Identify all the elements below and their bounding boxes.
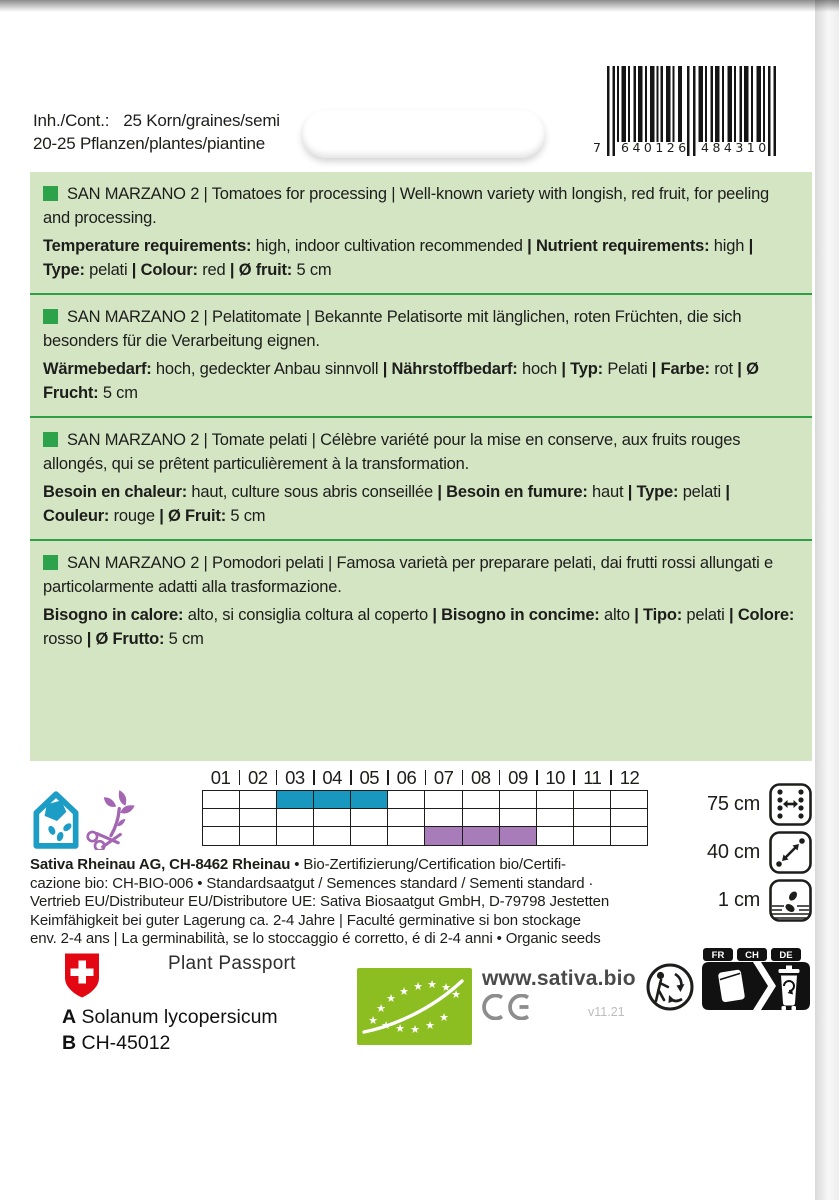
green-square-bullet (43, 432, 58, 447)
calendar-month-cell (537, 791, 574, 809)
calendar-month-cell (574, 827, 611, 845)
calendar-month-label: 06 (388, 767, 425, 790)
calendar-month-cell (611, 827, 648, 845)
svg-text:★: ★ (439, 1011, 449, 1024)
calendar-month-cell (351, 827, 388, 845)
calendar-month-label: 10 (537, 767, 574, 790)
calendar-month-cell (314, 791, 351, 809)
calendar-month-cell (277, 791, 314, 809)
calendar-month-cell (574, 809, 611, 827)
sowing-depth-label: 1 cm (717, 889, 760, 911)
passport-b-label: B (62, 1032, 77, 1054)
calendar-month-cell (425, 809, 462, 827)
calendar-month-cell (611, 809, 648, 827)
calendar-month-cell (500, 791, 537, 809)
calendar-month-cell (463, 791, 500, 809)
passport-code-line (62, 1030, 278, 1056)
cultivation-calendar (202, 767, 648, 846)
calendar-month-cell (240, 809, 277, 827)
row-spacing-label: 75 cm (707, 793, 760, 815)
calendar-month-cell (574, 791, 611, 809)
svg-text:★: ★ (395, 1022, 405, 1035)
row-spacing (655, 783, 812, 826)
company-info-line: env. 2-4 ans | La germinabilità, se lo stoccaggio é corretto, é di 2-4 anni • Organic seeds (30, 930, 601, 948)
green-square-bullet (43, 555, 58, 570)
calendar-month-cell (463, 809, 500, 827)
company-info-line: Sativa Rheinau AG, CH-8462 Rheinau • Bio-Zertifizierung/Certification bio/Certifi- (30, 856, 566, 873)
sowing-depth-icon (769, 879, 812, 922)
contents-label: Inh./Cont.: (33, 111, 110, 130)
svg-text:★: ★ (368, 1014, 378, 1027)
green-square-bullet (43, 186, 58, 201)
section-german (43, 306, 799, 405)
company-info-line: cazione bio: CH-BIO-006 • Standardsaatgut / Semences standard / Sementi standard · (30, 874, 594, 892)
company-info-line: Vertrieb EU/Distributeur EU/Distributore UE: Sativa Biosaatgut GmbH, D-79798 Jestetten (30, 893, 610, 911)
calendar-row-harvest (203, 827, 648, 845)
calendar-month-cell (314, 809, 351, 827)
variety-intro-fr (43, 429, 799, 476)
calendar-month-cell (388, 809, 425, 827)
calendar-month-cell (203, 791, 240, 809)
passport-b-value: CH-45012 (81, 1032, 171, 1054)
variety-intro-it (43, 552, 799, 599)
disposal-tab-fr: FR (711, 950, 725, 961)
plant-passport-title: Plant Passport (168, 953, 296, 974)
svg-text:★: ★ (413, 980, 423, 993)
calendar-month-label: 03 (276, 767, 313, 790)
calendar-month-cell (388, 791, 425, 809)
svg-text:★: ★ (376, 1002, 386, 1015)
company-info (30, 856, 670, 949)
calendar-month-header (202, 767, 648, 790)
photo-right-edge (815, 0, 839, 1200)
section-separator (30, 293, 812, 295)
calendar-month-cell (314, 827, 351, 845)
green-square-bullet (43, 309, 58, 324)
calendar-month-cell (277, 827, 314, 845)
calendar-row-sowing-under-cover (203, 791, 648, 809)
calendar-month-label: 11 (574, 767, 611, 790)
company-info-line: Keimfähigkeit bei guter Lagerung ca. 2-4 Jahre | Faculté germinative si bon stockage (30, 911, 581, 929)
calendar-month-cell (240, 791, 277, 809)
calendar-month-cell (388, 827, 425, 845)
sowing-depth (655, 879, 812, 922)
variety-intro-text: SAN MARZANO 2 | Tomate pelati | Célèbre variété pour la mise en conserve, aux fruits rouges allongés, qui se prêtent particulièrement à la transformation. (43, 431, 741, 473)
calendar-month-label: 04 (314, 767, 351, 790)
svg-text:★: ★ (441, 981, 451, 994)
variety-specs-de: Wärmebedarf: hoch, gedeckter Anbau sinnvoll | Nährstoffbedarf: hoch | Typ: Pelati | Farbe: rot | Ø Frucht: 5 cm (43, 360, 759, 402)
ce-mark (481, 994, 537, 1020)
variety-specs-fr: Besoin en chaleur: haut, culture sous abris conseillée | Besoin en fumure: haut | Type: pelati | Couleur: rouge | Ø Fruit: 5 cm (43, 483, 730, 525)
barcode-digits-right: 484310 (701, 140, 770, 155)
variety-intro-en (43, 183, 799, 230)
calendar-month-label: 08 (462, 767, 499, 790)
section-italian (43, 552, 799, 651)
swiss-shield-icon (62, 952, 102, 1000)
seed-packet-pictogram (718, 969, 745, 1002)
eu-organic-logo (357, 968, 472, 1045)
section-separator (30, 539, 812, 541)
svg-text:★: ★ (410, 1023, 420, 1036)
calendar-month-cell (240, 827, 277, 845)
plant-spacing-label: 40 cm (707, 841, 760, 863)
plant-passport-codes (62, 1004, 278, 1056)
disposal-tab-de: DE (779, 950, 793, 961)
contents-info (33, 109, 280, 155)
website-url: www.sativa.bio (482, 967, 636, 990)
plant-spacing (655, 831, 812, 874)
calendar-legend-icons (32, 788, 138, 850)
calendar-month-cell (463, 827, 500, 845)
svg-text:★: ★ (381, 1019, 391, 1032)
row-distance-icon (769, 783, 812, 826)
calendar-month-label: 01 (202, 767, 239, 790)
calendar-month-cell (537, 827, 574, 845)
calendar-row-middle-row (203, 809, 648, 827)
disposal-tab-ch: CH (745, 950, 759, 961)
calendar-grid (202, 790, 648, 846)
calendar-month-label: 07 (425, 767, 462, 790)
variety-intro-text: SAN MARZANO 2 | Pelatitomate | Bekannte Pelatisorte mit länglichen, roten Früchten, die sich besonders für die Verarbeitung eignen. (43, 308, 742, 350)
contents-line1 (33, 109, 280, 132)
variety-intro-text: SAN MARZANO 2 | Tomatoes for processing | Well-known variety with longish, red fruit, for peeling and processing. (43, 185, 770, 227)
disposal-label (700, 948, 812, 1014)
svg-text:★: ★ (399, 985, 409, 998)
harvest-cutting-icon (84, 788, 138, 850)
calendar-month-cell (351, 809, 388, 827)
section-english (43, 183, 799, 282)
calendar-month-cell (203, 827, 240, 845)
passport-species-line (62, 1004, 278, 1030)
calendar-month-cell (351, 791, 388, 809)
variety-specs-en: Temperature requirements: high, indoor cultivation recommended | Nutrient requirements: high | Type: pelati | Colour: red | Ø fruit: 5 cm (43, 237, 754, 279)
calendar-month-cell (425, 791, 462, 809)
section-separator (30, 416, 812, 418)
calendar-month-cell (203, 809, 240, 827)
sowing-undercover-icon (32, 790, 80, 850)
calendar-month-cell (611, 791, 648, 809)
svg-text:★: ★ (425, 1019, 435, 1032)
variety-specs-it: Bisogno in calore: alto, si consiglia coltura al coperto | Bisogno in concime: alto | Tipo: pelati | Colore: rosso | Ø Frutto: 5 cm (43, 606, 795, 648)
calendar-month-cell (500, 809, 537, 827)
calendar-month-label: 05 (351, 767, 388, 790)
passport-a-label: A (62, 1006, 77, 1028)
variety-intro-de (43, 306, 799, 353)
triman-recycling-icon (645, 962, 695, 1012)
photo-top-edge (0, 0, 839, 12)
plant-distance-icon (769, 831, 812, 874)
passport-a-value: Solanum lycopersicum (81, 1006, 278, 1028)
calendar-month-cell (537, 809, 574, 827)
calendar-month-cell (425, 827, 462, 845)
barcode-digits-left: 640126 (621, 140, 690, 155)
section-french (43, 429, 799, 528)
svg-text:★: ★ (386, 992, 396, 1005)
variety-intro-text: SAN MARZANO 2 | Pomodori pelati | Famosa varietà per preparare pelati, dai frutti rossi allungati e particolarmente adatti alla trasformazione. (43, 554, 773, 596)
hang-tab-cutout (302, 110, 545, 158)
calendar-month-label: 12 (619, 767, 640, 788)
contents-line2: 20-25 Pflanzen/plantes/piantine (33, 134, 265, 153)
calendar-month-cell (277, 809, 314, 827)
svg-text:★: ★ (451, 988, 461, 1001)
calendar-month-label: 09 (499, 767, 536, 790)
calendar-month-label: 02 (239, 767, 276, 790)
svg-text:★: ★ (427, 978, 437, 991)
barcode-digit-lead: 7 (593, 140, 601, 155)
contents-value: 25 Korn/graines/semi (123, 111, 280, 130)
description-panel (30, 172, 812, 761)
calendar-month-cell (500, 827, 537, 845)
label-version: v11.21 (588, 1005, 625, 1019)
